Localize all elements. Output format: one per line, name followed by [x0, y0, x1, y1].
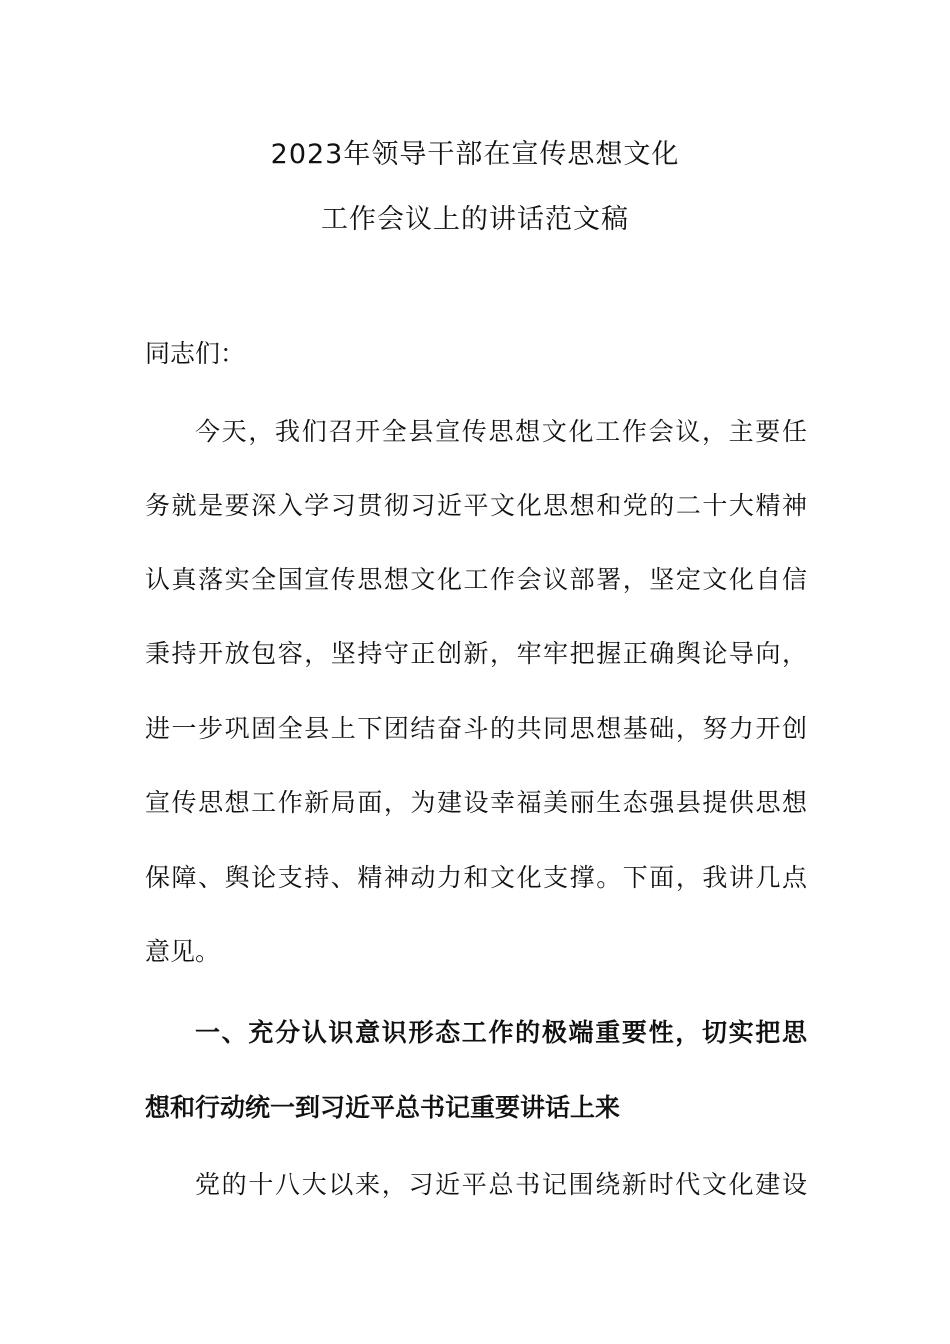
section-heading-line: 想和行动统一到习近平总书记重要讲话上来 — [145, 1093, 621, 1122]
paragraph-line: 党的十八大以来，习近平总书记围绕新时代文化建设 — [195, 1170, 807, 1199]
paragraph-line: 宣传思想工作新局面，为建设幸福美丽生态强县提供思想 — [145, 788, 807, 817]
document-title-line-1: 2023年领导干部在宣传思想文化 — [270, 139, 680, 170]
salutation: 同志们： — [145, 339, 246, 368]
document-title-line-2: 工作会议上的讲话范文稿 — [321, 204, 629, 235]
paragraph-line: 今天，我们召开全县宣传思想文化工作会议，主要任 — [195, 417, 807, 446]
paragraph-line: 保障、舆论支持、精神动力和文化支撑。下面，我讲几点 — [145, 863, 807, 892]
section-heading-line: 一、充分认识意识形态工作的极端重要性，切实把思 — [195, 1018, 807, 1047]
paragraph-line: 进一步巩固全县上下团结奋斗的共同思想基础，努力开创 — [145, 714, 807, 743]
paragraph-line: 务就是要深入学习贯彻习近平文化思想和党的二十大精神 — [145, 491, 807, 520]
paragraph-line: 意见。 — [145, 937, 221, 966]
paragraph-line: 秉持开放包容，坚持守正创新，牢牢把握正确舆论导向， — [145, 639, 807, 668]
paragraph-line: 认真落实全国宣传思想文化工作会议部署，坚定文化自信 — [145, 565, 807, 594]
